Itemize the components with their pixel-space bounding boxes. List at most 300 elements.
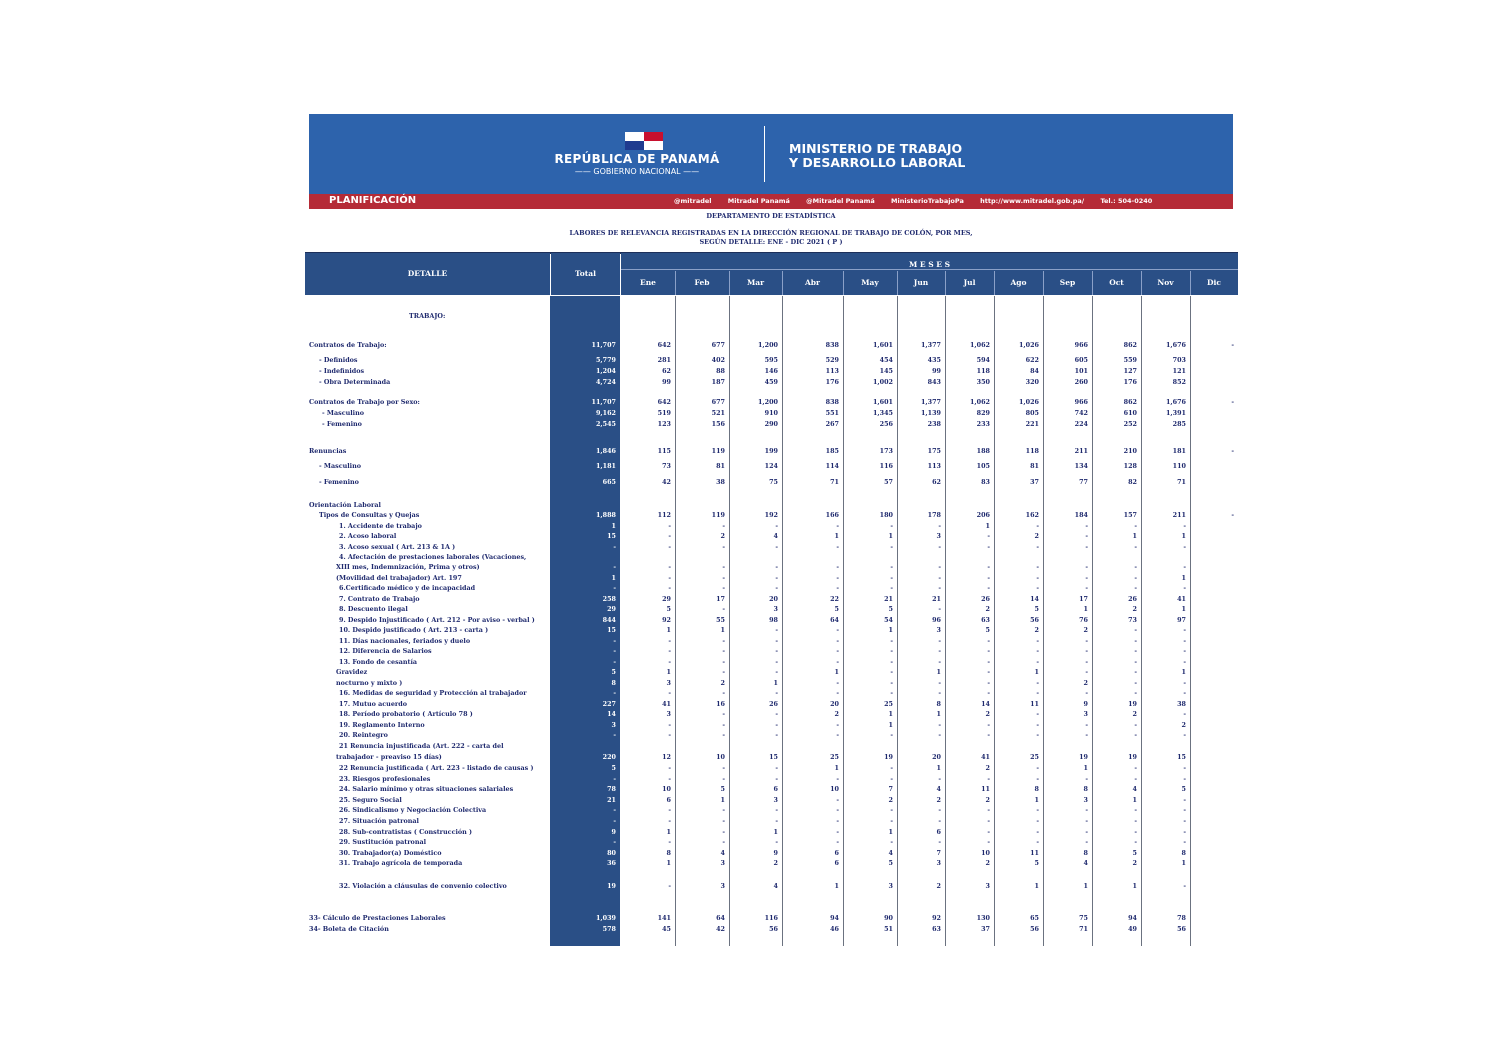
cell-may: 2	[888, 796, 893, 804]
cell-jun: -	[938, 775, 941, 783]
cell-nov: 8	[1181, 849, 1186, 857]
cell-jul: 594	[976, 356, 990, 364]
cell-jul: -	[987, 679, 990, 687]
cell-sep: 134	[1074, 462, 1088, 470]
column-separator	[729, 296, 730, 946]
cell-abr: 529	[825, 356, 839, 364]
row-total: 21	[607, 796, 616, 804]
ministerio-line1: MINISTERIO DE TRABAJO	[789, 141, 963, 156]
cell-may: 1,002	[872, 378, 893, 386]
row-label: 10. Despido justificado ( Art. 213 - carta )	[339, 626, 489, 634]
column-separator	[1043, 296, 1044, 946]
cell-may: -	[890, 647, 893, 655]
month-header-may: May	[861, 278, 879, 287]
cell-feb: 2	[720, 679, 725, 687]
cell-nov: -	[1183, 775, 1186, 783]
cell-jul: 2	[985, 764, 990, 772]
cell-jul: 26	[981, 595, 990, 603]
cell-jun: -	[938, 689, 941, 697]
cell-ene: 1	[666, 828, 671, 836]
cell-ago: -	[1036, 637, 1039, 645]
cell-jul: -	[987, 532, 990, 540]
row-total: 844	[602, 616, 616, 624]
cell-oct: 1	[1132, 532, 1137, 540]
cell-may: 5	[888, 859, 893, 867]
cell-ene: 141	[657, 914, 671, 922]
cell-nov: -	[1183, 710, 1186, 718]
month-header-separator	[1092, 271, 1093, 295]
cell-oct: 5	[1132, 849, 1137, 857]
cell-oct: 1	[1132, 796, 1137, 804]
row-label: XIII mes, Indemnización, Prima y otros)	[336, 563, 480, 571]
cell-ago: -	[1036, 584, 1039, 592]
month-header-separator	[782, 271, 783, 295]
row-label: Gravidez	[336, 668, 368, 676]
cell-abr: -	[836, 838, 839, 846]
cell-abr: 25	[830, 753, 839, 761]
cell-jul: 130	[976, 914, 990, 922]
cell-nov: 1	[1181, 532, 1186, 540]
cell-oct: -	[1134, 679, 1137, 687]
cell-oct: 2	[1132, 859, 1137, 867]
cell-oct: 862	[1123, 341, 1137, 349]
cell-sep: 75	[1079, 914, 1088, 922]
row-label: 32. Violación a cláusulas de convenio colectivo	[339, 882, 507, 890]
cell-jun: 8	[936, 700, 941, 708]
cell-ene: -	[668, 882, 671, 890]
cell-jun: 7	[936, 849, 941, 857]
cell-may: 1,345	[872, 409, 893, 417]
report-title-line2: SEGÚN DETALLE: ENE - DIC 2021 ( P )	[699, 238, 843, 246]
cell-sep: 2	[1083, 626, 1088, 634]
cell-jun: -	[938, 522, 941, 530]
cell-ago: -	[1036, 721, 1039, 729]
cell-may: 3	[888, 882, 893, 890]
cell-mar: 290	[764, 420, 778, 428]
cell-may: 1,601	[872, 398, 893, 406]
cell-nov: -	[1183, 817, 1186, 825]
cell-feb: 3	[720, 859, 725, 867]
cell-feb: 677	[711, 341, 725, 349]
cell-ene: -	[668, 543, 671, 551]
cell-mar: 3	[773, 605, 778, 613]
row-total: 5,779	[595, 356, 616, 364]
cell-jun: 175	[927, 447, 941, 455]
cell-jun: -	[938, 543, 941, 551]
cell-ene: -	[668, 532, 671, 540]
row-total: -	[613, 838, 616, 846]
cell-abr: 10	[830, 785, 839, 793]
cell-sep: 101	[1074, 367, 1088, 375]
cell-may: 256	[879, 420, 893, 428]
cell-nov: 97	[1177, 616, 1186, 624]
cell-feb: 402	[711, 356, 725, 364]
cell-jul: -	[987, 658, 990, 666]
cell-nov: 211	[1172, 511, 1186, 519]
row-total: -	[613, 806, 616, 814]
row-label: 19. Reglamento Interno	[339, 721, 425, 729]
cell-mar: 595	[764, 356, 778, 364]
cell-abr: -	[836, 637, 839, 645]
cell-feb: -	[722, 658, 725, 666]
column-separator	[1141, 296, 1142, 946]
cell-ago: -	[1036, 764, 1039, 772]
row-label: 33- Cálculo de Prestaciones Laborales	[309, 914, 446, 922]
cell-oct: 252	[1123, 420, 1137, 428]
cell-jul: 11	[981, 785, 990, 793]
column-separator	[945, 296, 946, 946]
facebook-link[interactable]: Mitradel Panamá	[727, 197, 790, 205]
cell-feb: -	[722, 637, 725, 645]
cell-abr: -	[836, 574, 839, 582]
cell-nov: 2	[1181, 721, 1186, 729]
row-label: Renuncias	[309, 447, 347, 455]
cell-nov: 1,391	[1165, 409, 1186, 417]
row-label: 8. Descuento ilegal	[339, 605, 408, 613]
gobierno-label: —— GOBIERNO NACIONAL ——	[574, 167, 700, 176]
cell-feb: -	[722, 543, 725, 551]
cell-feb: -	[722, 775, 725, 783]
cell-mar: -	[775, 721, 778, 729]
month-header-separator	[897, 271, 898, 295]
cell-sep: 1	[1083, 605, 1088, 613]
cell-sep: 8	[1083, 785, 1088, 793]
cell-sep: -	[1085, 563, 1088, 571]
cell-oct: -	[1134, 838, 1137, 846]
cell-nov: 1	[1181, 605, 1186, 613]
row-label: trabajador - preaviso 15 días)	[336, 753, 442, 761]
cell-ene: -	[668, 806, 671, 814]
instagram-link[interactable]: @Mitradel Panamá	[806, 197, 875, 205]
cell-mar: 1	[773, 828, 778, 836]
row-label: 6.Certificado médico y de incapacidad	[339, 584, 476, 592]
cell-dic: -	[1231, 398, 1234, 406]
cell-abr: -	[836, 543, 839, 551]
cell-nov: 703	[1172, 356, 1186, 364]
cell-feb: -	[722, 838, 725, 846]
meses-header	[621, 253, 1238, 295]
cell-ago: 5	[1034, 605, 1039, 613]
cell-oct: -	[1134, 731, 1137, 739]
row-total: 29	[607, 605, 616, 613]
cell-oct: 2	[1132, 710, 1137, 718]
cell-jul: -	[987, 584, 990, 592]
row-label: 2. Acoso laboral	[339, 532, 397, 540]
cell-ene: -	[668, 563, 671, 571]
row-label: 3. Acoso sexual ( Art. 213 & 1A )	[339, 543, 456, 551]
youtube-link[interactable]: MinisterioTrabajoPa	[891, 197, 964, 205]
cell-mar: 1,200	[757, 398, 778, 406]
cell-ago: 65	[1030, 914, 1039, 922]
cell-feb: 88	[716, 367, 725, 375]
row-label: - Femenino	[319, 478, 359, 486]
cell-feb: 55	[716, 616, 725, 624]
cell-ago: -	[1036, 828, 1039, 836]
republica-label: REPÚBLICA DE PANAMÁ	[554, 152, 720, 166]
cell-oct: -	[1134, 764, 1137, 772]
cell-mar: 98	[769, 616, 778, 624]
cell-oct: 1	[1132, 882, 1137, 890]
row-total: 1	[611, 522, 616, 530]
cell-nov: -	[1183, 796, 1186, 804]
row-label: - Femenino	[322, 420, 362, 428]
month-header-separator	[675, 271, 676, 295]
cell-dic: -	[1231, 447, 1234, 455]
cell-jun: 1	[936, 668, 941, 676]
cell-ene: 45	[662, 925, 671, 933]
cell-feb: -	[722, 584, 725, 592]
cell-may: 57	[884, 478, 893, 486]
cell-oct: 210	[1123, 447, 1137, 455]
cell-oct: -	[1134, 689, 1137, 697]
cell-abr: -	[836, 817, 839, 825]
cell-abr: 113	[825, 367, 839, 375]
cell-abr: 551	[825, 409, 839, 417]
cell-sep: -	[1085, 543, 1088, 551]
cell-jun: 178	[927, 511, 941, 519]
row-total: 3	[611, 721, 616, 729]
cell-sep: 3	[1083, 796, 1088, 804]
cell-ene: -	[668, 689, 671, 697]
cell-may: 454	[879, 356, 893, 364]
cell-ene: -	[668, 817, 671, 825]
cell-jun: 1,377	[920, 341, 941, 349]
cell-abr: 176	[825, 378, 839, 386]
cell-mar: -	[775, 689, 778, 697]
cell-nov: -	[1183, 637, 1186, 645]
cell-ago: 162	[1025, 511, 1039, 519]
cell-mar: -	[775, 775, 778, 783]
cell-may: -	[890, 731, 893, 739]
cell-ago: 56	[1030, 925, 1039, 933]
cell-oct: -	[1134, 775, 1137, 783]
cell-jun: 2	[936, 796, 941, 804]
cell-ene: 281	[657, 356, 671, 364]
cell-oct: -	[1134, 543, 1137, 551]
cell-ago: 84	[1030, 367, 1039, 375]
cell-sep: 1	[1083, 882, 1088, 890]
cell-jul: 233	[976, 420, 990, 428]
cell-feb: -	[722, 647, 725, 655]
cell-sep: 605	[1074, 356, 1088, 364]
cell-ene: -	[668, 838, 671, 846]
cell-ene: -	[668, 775, 671, 783]
cell-mar: 9	[773, 849, 778, 857]
cell-ene: 642	[657, 398, 671, 406]
cell-sep: -	[1085, 584, 1088, 592]
cell-may: -	[890, 838, 893, 846]
cell-jun: 2	[936, 882, 941, 890]
cell-oct: 73	[1128, 616, 1137, 624]
website-link[interactable]: http://www.mitradel.gob.pa/	[980, 197, 1085, 205]
cell-jun: 1,139	[920, 409, 941, 417]
cell-abr: -	[836, 563, 839, 571]
row-total: 258	[602, 595, 616, 603]
cell-may: 116	[879, 462, 893, 470]
cell-ene: 3	[666, 710, 671, 718]
cell-jul: 10	[981, 849, 990, 857]
cell-ene: 3	[666, 679, 671, 687]
cell-jul: 5	[985, 626, 990, 634]
cell-mar: 56	[769, 925, 778, 933]
cell-nov: -	[1183, 522, 1186, 530]
cell-feb: 2	[720, 532, 725, 540]
cell-sep: 76	[1079, 616, 1088, 624]
cell-mar: 26	[769, 700, 778, 708]
cell-may: -	[890, 563, 893, 571]
row-total: 5	[611, 668, 616, 676]
row-total: 1,181	[595, 462, 616, 470]
row-label: 16. Medidas de seguridad y Protección al trabajador	[339, 689, 527, 697]
cell-ago: -	[1036, 838, 1039, 846]
row-total: 1	[611, 574, 616, 582]
row-label: - Masculino	[322, 409, 364, 417]
cell-feb: 81	[716, 462, 725, 470]
column-separator	[843, 296, 844, 946]
cell-jul: 206	[976, 511, 990, 519]
row-label: Contratos de Trabajo por Sexo:	[309, 398, 420, 406]
cell-mar: -	[775, 658, 778, 666]
cell-may: -	[890, 668, 893, 676]
cell-sep: 742	[1074, 409, 1088, 417]
cell-jul: -	[987, 775, 990, 783]
cell-jul: -	[987, 689, 990, 697]
cell-oct: 4	[1132, 785, 1137, 793]
cell-feb: -	[722, 806, 725, 814]
cell-nov: 1	[1181, 574, 1186, 582]
cell-sep: -	[1085, 838, 1088, 846]
month-header-mar: Mar	[746, 278, 765, 287]
cell-mar: -	[775, 731, 778, 739]
cell-abr: -	[836, 626, 839, 634]
cell-ene: 1	[666, 859, 671, 867]
cell-nov: -	[1183, 838, 1186, 846]
cell-feb: 4	[720, 849, 725, 857]
cell-sep: -	[1085, 806, 1088, 814]
cell-jun: 6	[936, 828, 941, 836]
cell-ago: 1,026	[1018, 341, 1039, 349]
cell-jul: -	[987, 647, 990, 655]
planificacion-label: PLANIFICACIÓN	[329, 195, 417, 206]
cell-oct: 94	[1128, 914, 1137, 922]
row-total: 14	[607, 710, 616, 718]
cell-dic: -	[1231, 341, 1234, 349]
cell-ene: 42	[662, 478, 671, 486]
cell-sep: 224	[1074, 420, 1088, 428]
cell-oct: -	[1134, 637, 1137, 645]
cell-ene: -	[668, 584, 671, 592]
cell-sep: -	[1085, 828, 1088, 836]
cell-mar: -	[775, 574, 778, 582]
cell-ene: 62	[662, 367, 671, 375]
cell-jun: -	[938, 574, 941, 582]
month-header-oct: Oct	[1109, 278, 1124, 287]
cell-feb: -	[722, 522, 725, 530]
cell-oct: -	[1134, 817, 1137, 825]
cell-nov: -	[1183, 806, 1186, 814]
cell-mar: -	[775, 543, 778, 551]
row-total: 220	[602, 753, 616, 761]
cell-oct: -	[1134, 563, 1137, 571]
month-header-ago: Ago	[1010, 278, 1027, 287]
cell-jul: 41	[981, 753, 990, 761]
column-separator	[675, 296, 676, 946]
cell-jun: 435	[927, 356, 941, 364]
cell-nov: -	[1183, 647, 1186, 655]
row-total: 4,724	[595, 378, 616, 386]
twitter-link[interactable]: @mitradel	[674, 197, 712, 205]
cell-ago: 11	[1030, 700, 1039, 708]
cell-ene: -	[668, 731, 671, 739]
row-label: (Movilidad del trabajador) Art. 197	[336, 574, 462, 582]
column-separator	[1092, 296, 1093, 946]
cell-jul: -	[987, 838, 990, 846]
cell-sep: -	[1085, 775, 1088, 783]
cell-ene: -	[668, 647, 671, 655]
cell-sep: 2	[1083, 679, 1088, 687]
cell-ago: 1,026	[1018, 398, 1039, 406]
cell-oct: 559	[1123, 356, 1137, 364]
row-total: 1,846	[595, 447, 616, 455]
cell-ene: 12	[662, 753, 671, 761]
cell-oct: 176	[1123, 378, 1137, 386]
cell-jul: -	[987, 637, 990, 645]
cell-may: 19	[884, 753, 893, 761]
cell-jul: 37	[981, 925, 990, 933]
cell-feb: -	[722, 574, 725, 582]
cell-jul: 118	[976, 367, 990, 375]
column-separator	[1190, 296, 1191, 946]
cell-mar: 15	[769, 753, 778, 761]
month-header-ene: Ene	[640, 278, 656, 287]
cell-mar: 6	[773, 785, 778, 793]
cell-ene: 115	[657, 447, 671, 455]
row-label: TRABAJO:	[409, 312, 446, 320]
cell-ago: 81	[1030, 462, 1039, 470]
cell-sep: 19	[1079, 753, 1088, 761]
cell-jul: 105	[976, 462, 990, 470]
cell-mar: -	[775, 668, 778, 676]
cell-feb: -	[722, 563, 725, 571]
detalle-header	[305, 253, 550, 295]
cell-sep: -	[1085, 689, 1088, 697]
cell-jul: -	[987, 668, 990, 676]
row-label: 4. Afectación de prestaciones laborales (Vacaciones,	[339, 553, 527, 561]
cell-jul: -	[987, 731, 990, 739]
phone-label: Tel.: 504-0240	[1100, 197, 1153, 205]
cell-ene: 99	[662, 378, 671, 386]
cell-abr: -	[836, 584, 839, 592]
cell-ene: -	[668, 764, 671, 772]
month-header-separator	[1190, 271, 1191, 295]
cell-ago: -	[1036, 543, 1039, 551]
cell-abr: 838	[825, 398, 839, 406]
cell-jun: -	[938, 679, 941, 687]
cell-may: 4	[888, 849, 893, 857]
row-total: 1,039	[595, 914, 616, 922]
row-total: 15	[607, 626, 616, 634]
cell-mar: 75	[769, 478, 778, 486]
cell-mar: -	[775, 710, 778, 718]
cell-feb: -	[722, 764, 725, 772]
row-label: - Masculino	[319, 462, 361, 470]
cell-may: -	[890, 775, 893, 783]
cell-jun: 92	[932, 914, 941, 922]
cell-jun: -	[938, 806, 941, 814]
cell-abr: 20	[830, 700, 839, 708]
cell-abr: 185	[825, 447, 839, 455]
cell-mar: 4	[773, 882, 778, 890]
